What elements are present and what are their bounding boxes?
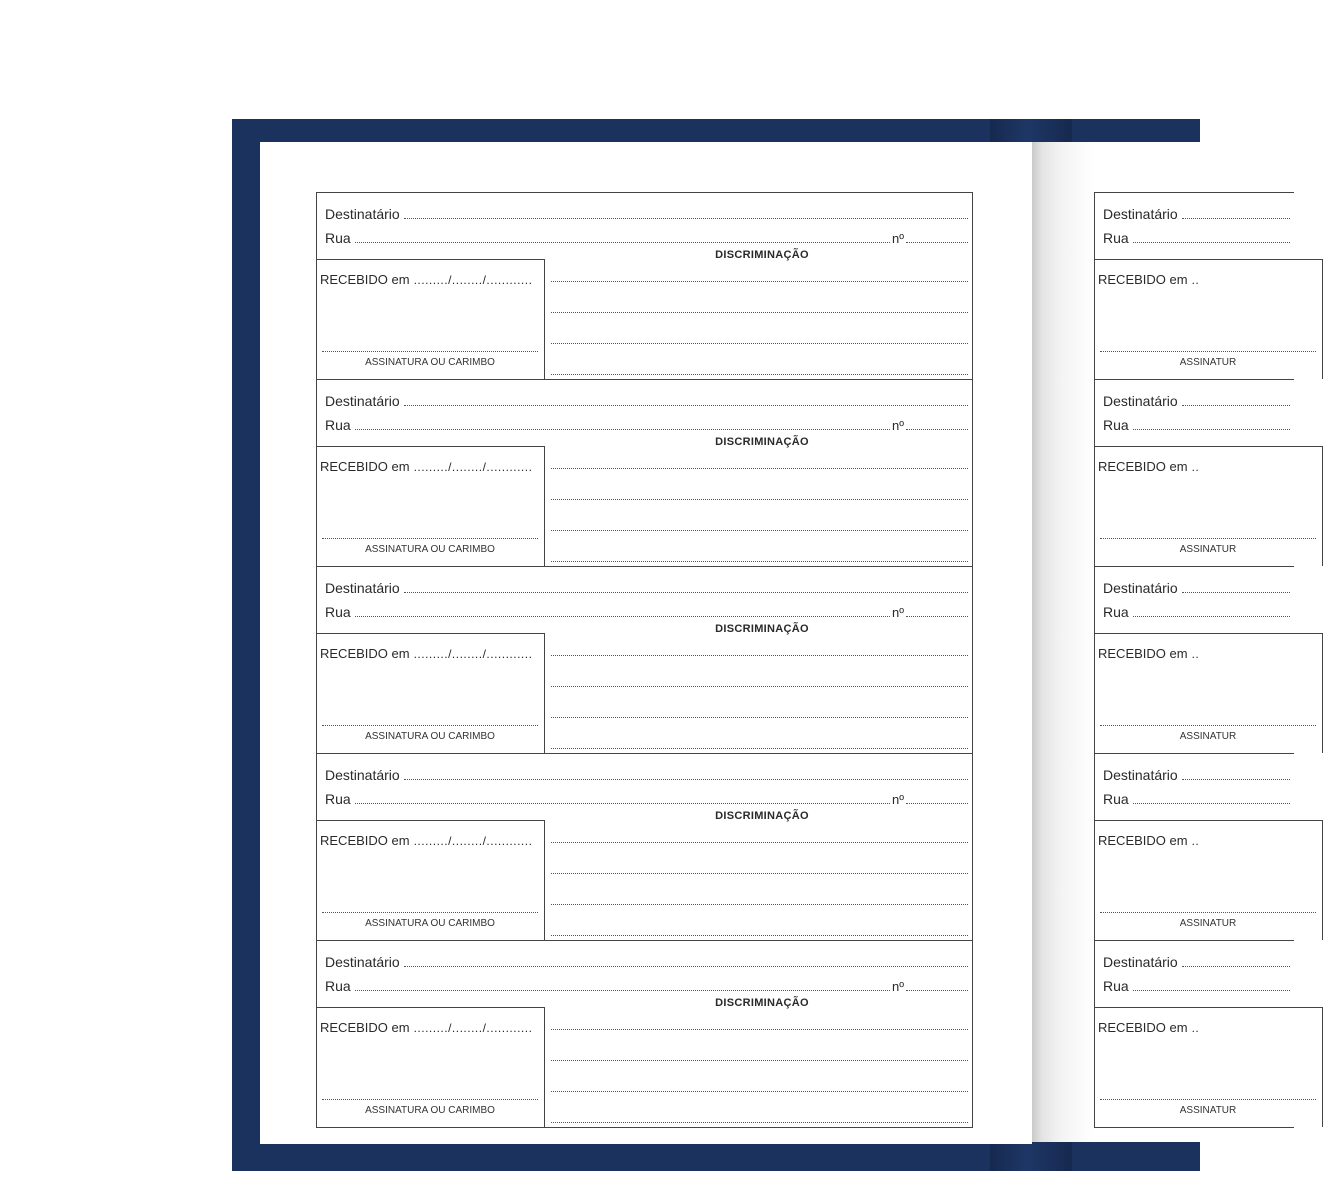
recebido-row bbox=[320, 1020, 532, 1035]
assinatura-label: ASSINATURA OU CARIMBO bbox=[365, 544, 495, 555]
recebido-label: RECEBIDO em bbox=[1098, 272, 1188, 287]
rua-row bbox=[325, 978, 968, 994]
discriminacao-line[interactable] bbox=[551, 281, 968, 282]
recebido-box bbox=[1094, 1007, 1323, 1127]
numero-field[interactable] bbox=[906, 615, 968, 617]
discriminacao-line[interactable] bbox=[551, 343, 968, 344]
rua-field[interactable] bbox=[355, 802, 890, 804]
rua-field[interactable] bbox=[355, 989, 890, 991]
rua-label: Rua bbox=[1103, 978, 1129, 994]
discriminacao-line[interactable] bbox=[551, 1122, 968, 1123]
discriminacao-line[interactable] bbox=[551, 717, 968, 718]
discriminacao-title: DISCRIMINAÇÃO bbox=[715, 810, 809, 822]
discriminacao-line[interactable] bbox=[551, 935, 968, 936]
rua-label: Rua bbox=[1103, 604, 1129, 620]
destinatario-row bbox=[325, 206, 968, 222]
rua-field[interactable] bbox=[1133, 989, 1290, 991]
destinatario-field[interactable] bbox=[404, 591, 968, 593]
assinatura-label: ASSINATURA OU CARIMBO bbox=[365, 1105, 495, 1116]
discriminacao-line[interactable] bbox=[551, 686, 968, 687]
destinatario-row bbox=[1103, 767, 1290, 783]
recebido-row bbox=[320, 646, 532, 661]
signature-line[interactable] bbox=[1100, 912, 1316, 913]
destinatario-label: Destinatário bbox=[325, 206, 400, 222]
assinatura-label: ASSINATURA OU CARIMBO bbox=[365, 731, 495, 742]
recebido-date-field[interactable]: .. bbox=[1191, 647, 1200, 661]
rua-label: Rua bbox=[325, 791, 351, 807]
rua-field[interactable] bbox=[355, 241, 890, 243]
destinatario-label: Destinatário bbox=[325, 393, 400, 409]
signature-line[interactable] bbox=[322, 538, 538, 539]
destinatario-row bbox=[1103, 393, 1290, 409]
recebido-label: RECEBIDO em bbox=[1098, 459, 1188, 474]
discriminacao-line[interactable] bbox=[551, 842, 968, 843]
recebido-row bbox=[320, 459, 532, 474]
destinatario-field[interactable] bbox=[1182, 404, 1290, 406]
assinatura-label: ASSINATUR bbox=[1179, 544, 1237, 555]
recebido-label: RECEBIDO em bbox=[320, 272, 410, 287]
receipt-form bbox=[316, 566, 973, 754]
destinatario-label: Destinatário bbox=[1103, 393, 1178, 409]
receipt-form-cropped bbox=[1094, 192, 1294, 380]
destinatario-field[interactable] bbox=[1182, 965, 1290, 967]
discriminacao-title: DISCRIMINAÇÃO bbox=[715, 997, 809, 1009]
recebido-label: RECEBIDO em bbox=[1098, 1020, 1188, 1035]
recebido-label: RECEBIDO em bbox=[1098, 833, 1188, 848]
recebido-box bbox=[316, 446, 545, 566]
recebido-box bbox=[316, 1007, 545, 1127]
recebido-date-field[interactable]: ........./......../............ bbox=[413, 647, 533, 661]
destinatario-label: Destinatário bbox=[1103, 580, 1178, 596]
recebido-label: RECEBIDO em bbox=[320, 459, 410, 474]
discriminacao-line[interactable] bbox=[551, 1060, 968, 1061]
destinatario-field[interactable] bbox=[1182, 778, 1290, 780]
numero-field[interactable] bbox=[906, 241, 968, 243]
signature-line[interactable] bbox=[322, 1099, 538, 1100]
discriminacao-title: DISCRIMINAÇÃO bbox=[715, 436, 809, 448]
numero-label: nº bbox=[892, 792, 904, 807]
recebido-date-field[interactable]: .. bbox=[1191, 834, 1200, 848]
numero-field[interactable] bbox=[906, 802, 968, 804]
recebido-date-field[interactable]: .. bbox=[1191, 460, 1200, 474]
recebido-label: RECEBIDO em bbox=[320, 833, 410, 848]
destinatario-label: Destinatário bbox=[325, 767, 400, 783]
rua-field[interactable] bbox=[355, 428, 890, 430]
receipt-form bbox=[316, 192, 973, 380]
recebido-row bbox=[1098, 646, 1199, 661]
discriminacao-line[interactable] bbox=[551, 374, 968, 375]
recebido-box bbox=[316, 820, 545, 940]
discriminacao-line[interactable] bbox=[551, 873, 968, 874]
recebido-row bbox=[320, 833, 532, 848]
receipt-form-cropped bbox=[1094, 566, 1294, 754]
numero-label: nº bbox=[892, 231, 904, 246]
rua-row bbox=[1103, 230, 1290, 246]
assinatura-label: ASSINATUR bbox=[1179, 357, 1237, 368]
discriminacao-line[interactable] bbox=[551, 655, 968, 656]
signature-line[interactable] bbox=[322, 725, 538, 726]
signature-line[interactable] bbox=[1100, 538, 1316, 539]
discriminacao-line[interactable] bbox=[551, 312, 968, 313]
assinatura-label: ASSINATUR bbox=[1179, 1105, 1237, 1116]
discriminacao-line[interactable] bbox=[551, 1029, 968, 1030]
rua-row bbox=[1103, 978, 1290, 994]
rua-row bbox=[1103, 417, 1290, 433]
recebido-label: RECEBIDO em bbox=[1098, 646, 1188, 661]
destinatario-label: Destinatário bbox=[325, 580, 400, 596]
recebido-date-field[interactable]: ........./......../............ bbox=[413, 460, 533, 474]
rua-label: Rua bbox=[1103, 417, 1129, 433]
rua-field[interactable] bbox=[355, 615, 890, 617]
rua-label: Rua bbox=[1103, 791, 1129, 807]
receipt-form-cropped bbox=[1094, 940, 1294, 1128]
destinatario-row bbox=[1103, 954, 1290, 970]
rua-field[interactable] bbox=[1133, 241, 1290, 243]
discriminacao-line[interactable] bbox=[551, 530, 968, 531]
destinatario-label: Destinatário bbox=[1103, 767, 1178, 783]
rua-label: Rua bbox=[325, 417, 351, 433]
signature-line[interactable] bbox=[322, 351, 538, 352]
destinatario-row bbox=[1103, 580, 1290, 596]
recebido-box bbox=[1094, 633, 1323, 753]
rua-label: Rua bbox=[325, 604, 351, 620]
numero-label: nº bbox=[892, 979, 904, 994]
discriminacao-line[interactable] bbox=[551, 499, 968, 500]
recebido-row bbox=[1098, 459, 1199, 474]
assinatura-label: ASSINATUR bbox=[1179, 918, 1237, 929]
destinatario-field[interactable] bbox=[404, 778, 968, 780]
destinatario-row bbox=[325, 580, 968, 596]
recebido-row bbox=[320, 272, 532, 287]
recebido-box bbox=[1094, 446, 1323, 566]
signature-line[interactable] bbox=[322, 912, 538, 913]
rua-field[interactable] bbox=[1133, 428, 1290, 430]
destinatario-row bbox=[325, 954, 968, 970]
destinatario-label: Destinatário bbox=[1103, 206, 1178, 222]
destinatario-field[interactable] bbox=[1182, 217, 1290, 219]
destinatario-row bbox=[325, 767, 968, 783]
assinatura-label: ASSINATURA OU CARIMBO bbox=[365, 918, 495, 929]
destinatario-label: Destinatário bbox=[1103, 954, 1178, 970]
destinatario-field[interactable] bbox=[1182, 591, 1290, 593]
destinatario-label: Destinatário bbox=[325, 954, 400, 970]
discriminacao-line[interactable] bbox=[551, 468, 968, 469]
destinatario-field[interactable] bbox=[404, 404, 968, 406]
numero-field[interactable] bbox=[906, 989, 968, 991]
discriminacao-line[interactable] bbox=[551, 561, 968, 562]
signature-line[interactable] bbox=[1100, 1099, 1316, 1100]
rua-label: Rua bbox=[325, 978, 351, 994]
rua-row bbox=[325, 604, 968, 620]
numero-label: nº bbox=[892, 605, 904, 620]
rua-row bbox=[325, 417, 968, 433]
rua-field[interactable] bbox=[1133, 615, 1290, 617]
discriminacao-title: DISCRIMINAÇÃO bbox=[715, 623, 809, 635]
destinatario-field[interactable] bbox=[404, 217, 968, 219]
recebido-row bbox=[1098, 833, 1199, 848]
signature-line[interactable] bbox=[1100, 725, 1316, 726]
receipt-form bbox=[316, 940, 973, 1128]
receipt-form-cropped bbox=[1094, 753, 1294, 941]
discriminacao-line[interactable] bbox=[551, 748, 968, 749]
recebido-date-field[interactable]: ........./......../............ bbox=[413, 834, 533, 848]
rua-label: Rua bbox=[325, 230, 351, 246]
assinatura-label: ASSINATUR bbox=[1179, 731, 1237, 742]
recebido-box bbox=[1094, 820, 1323, 940]
recebido-date-field[interactable]: .. bbox=[1191, 273, 1200, 287]
assinatura-label: ASSINATURA OU CARIMBO bbox=[365, 357, 495, 368]
discriminacao-title: DISCRIMINAÇÃO bbox=[715, 249, 809, 261]
destinatario-field[interactable] bbox=[404, 965, 968, 967]
rua-row bbox=[1103, 791, 1290, 807]
numero-label: nº bbox=[892, 418, 904, 433]
discriminacao-line[interactable] bbox=[551, 904, 968, 905]
right-page-forms bbox=[1094, 192, 1294, 1128]
recebido-label: RECEBIDO em bbox=[320, 1020, 410, 1035]
recebido-box bbox=[316, 259, 545, 379]
discriminacao-line[interactable] bbox=[551, 1091, 968, 1092]
destinatario-row bbox=[325, 393, 968, 409]
recebido-box bbox=[316, 633, 545, 753]
destinatario-row bbox=[1103, 206, 1290, 222]
receipt-form-cropped bbox=[1094, 379, 1294, 567]
recebido-row bbox=[1098, 1020, 1199, 1035]
signature-line[interactable] bbox=[1100, 351, 1316, 352]
recebido-box bbox=[1094, 259, 1323, 379]
rua-row bbox=[325, 791, 968, 807]
recebido-date-field[interactable]: ........./......../............ bbox=[413, 273, 533, 287]
rua-label: Rua bbox=[1103, 230, 1129, 246]
rua-field[interactable] bbox=[1133, 802, 1290, 804]
receipt-form bbox=[316, 379, 973, 567]
left-page-forms bbox=[316, 192, 973, 1128]
recebido-label: RECEBIDO em bbox=[320, 646, 410, 661]
receipt-form bbox=[316, 753, 973, 941]
rua-row bbox=[325, 230, 968, 246]
rua-row bbox=[1103, 604, 1290, 620]
recebido-row bbox=[1098, 272, 1199, 287]
numero-field[interactable] bbox=[906, 428, 968, 430]
recebido-date-field[interactable]: ........./......../............ bbox=[413, 1021, 533, 1035]
recebido-date-field[interactable]: .. bbox=[1191, 1021, 1200, 1035]
